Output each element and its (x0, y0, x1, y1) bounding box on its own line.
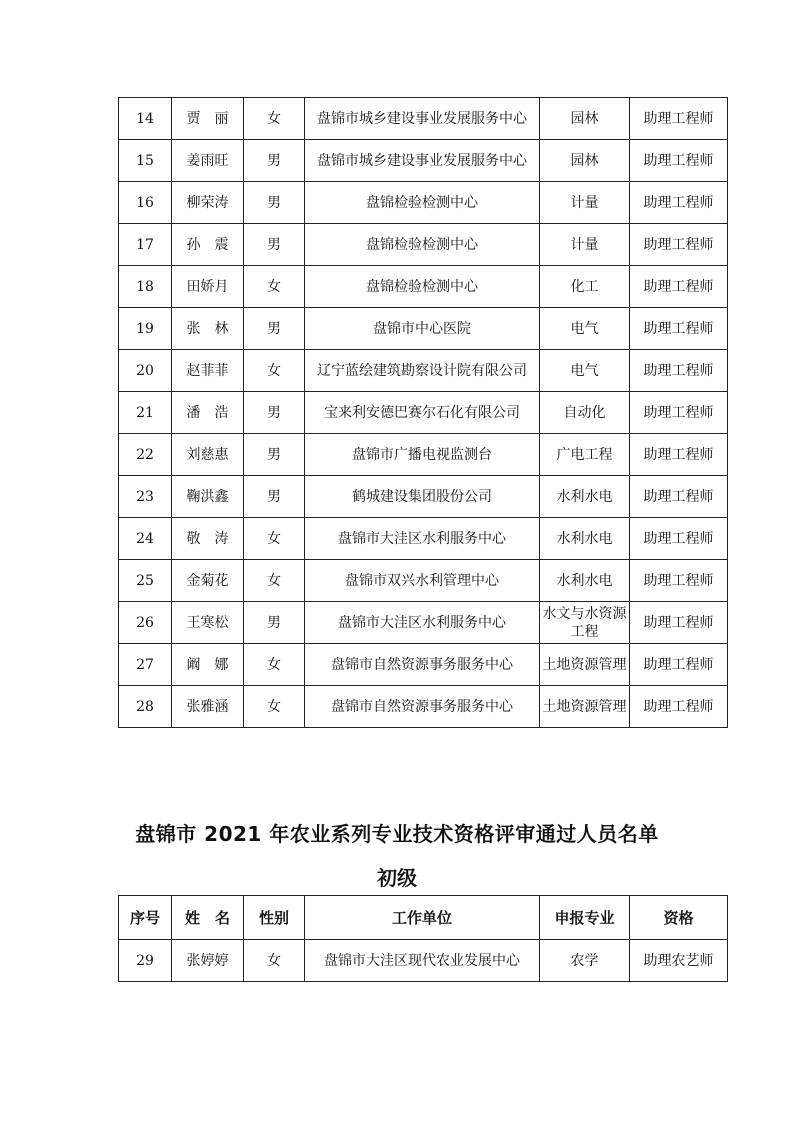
gender: 女 (244, 266, 305, 308)
header-name: 姓 名 (172, 896, 244, 940)
qualification: 助理工程师 (630, 476, 728, 518)
major: 土地资源管理 (540, 644, 630, 686)
major: 自动化 (540, 392, 630, 434)
qualification: 助理农艺师 (630, 940, 728, 982)
table-row (119, 140, 728, 182)
qualification: 助理工程师 (630, 560, 728, 602)
work-unit: 盘锦市大洼区水利服务中心 (305, 602, 540, 644)
major: 广电工程 (540, 434, 630, 476)
table-row (119, 644, 728, 686)
gender: 女 (244, 940, 305, 982)
row-number: 27 (119, 644, 172, 686)
qualification: 助理工程师 (630, 518, 728, 560)
qualification: 助理工程师 (630, 434, 728, 476)
person-name: 潘 浩 (172, 392, 244, 434)
person-name: 柳荣涛 (172, 182, 244, 224)
row-number: 15 (119, 140, 172, 182)
row-number: 21 (119, 392, 172, 434)
qualification: 助理工程师 (630, 98, 728, 140)
table-row (119, 602, 728, 644)
row-number: 29 (119, 940, 172, 982)
gender: 男 (244, 392, 305, 434)
person-name: 阚 娜 (172, 644, 244, 686)
work-unit: 盘锦市城乡建设事业发展服务中心 (305, 98, 540, 140)
gender: 女 (244, 518, 305, 560)
work-unit: 盘锦市双兴水利管理中心 (305, 560, 540, 602)
gender: 男 (244, 224, 305, 266)
table-row (119, 392, 728, 434)
table-row (119, 434, 728, 476)
section-title: 盘锦市 2021 年农业系列专业技术资格评审通过人员名单 (135, 822, 659, 846)
person-name: 贾 丽 (172, 98, 244, 140)
person-name: 张 林 (172, 308, 244, 350)
gender: 女 (244, 98, 305, 140)
major: 园林 (540, 98, 630, 140)
table-row (119, 686, 728, 728)
row-number: 25 (119, 560, 172, 602)
work-unit: 盘锦市广播电视监测台 (305, 434, 540, 476)
person-name: 赵菲菲 (172, 350, 244, 392)
qualification: 助理工程师 (630, 392, 728, 434)
qualification: 助理工程师 (630, 182, 728, 224)
table-row (119, 266, 728, 308)
work-unit: 盘锦市大洼区水利服务中心 (305, 518, 540, 560)
row-number: 19 (119, 308, 172, 350)
row-number: 23 (119, 476, 172, 518)
table-row (119, 350, 728, 392)
work-unit: 盘锦市中心医院 (305, 308, 540, 350)
row-number: 17 (119, 224, 172, 266)
major: 土地资源管理 (540, 686, 630, 728)
major: 化工 (540, 266, 630, 308)
person-name: 张婷婷 (172, 940, 244, 982)
table-row (119, 940, 728, 982)
table-row (119, 182, 728, 224)
gender: 男 (244, 434, 305, 476)
row-number: 16 (119, 182, 172, 224)
person-name: 田娇月 (172, 266, 244, 308)
qualification: 助理工程师 (630, 224, 728, 266)
qualification: 助理工程师 (630, 140, 728, 182)
qualification: 助理工程师 (630, 602, 728, 644)
gender: 男 (244, 308, 305, 350)
header-number: 序号 (119, 896, 172, 940)
major: 计量 (540, 182, 630, 224)
table-row (119, 518, 728, 560)
work-unit: 盘锦市自然资源事务服务中心 (305, 686, 540, 728)
major: 园林 (540, 140, 630, 182)
person-name: 王寒松 (172, 602, 244, 644)
row-number: 14 (119, 98, 172, 140)
table-row (119, 476, 728, 518)
person-name: 姜雨旺 (172, 140, 244, 182)
agriculture-roster-table (118, 895, 728, 982)
qualification: 助理工程师 (630, 350, 728, 392)
row-number: 26 (119, 602, 172, 644)
person-name: 张雅涵 (172, 686, 244, 728)
header-major: 申报专业 (540, 896, 630, 940)
qualification: 助理工程师 (630, 266, 728, 308)
table-row (119, 308, 728, 350)
gender: 女 (244, 350, 305, 392)
work-unit: 盘锦市自然资源事务服务中心 (305, 644, 540, 686)
work-unit: 盘锦检验检测中心 (305, 224, 540, 266)
major: 电气 (540, 308, 630, 350)
row-number: 22 (119, 434, 172, 476)
gender: 男 (244, 602, 305, 644)
major: 农学 (540, 940, 630, 982)
gender: 女 (244, 560, 305, 602)
qualification: 助理工程师 (630, 644, 728, 686)
header-gender: 性别 (244, 896, 305, 940)
gender: 男 (244, 182, 305, 224)
header-work-unit: 工作单位 (305, 896, 540, 940)
major: 水利水电 (540, 518, 630, 560)
work-unit: 鹤城建设集团股份公司 (305, 476, 540, 518)
row-number: 24 (119, 518, 172, 560)
qualification: 助理工程师 (630, 308, 728, 350)
major: 水利水电 (540, 476, 630, 518)
gender: 男 (244, 476, 305, 518)
major: 计量 (540, 224, 630, 266)
table-row (119, 560, 728, 602)
work-unit: 宝来利安德巴赛尔石化有限公司 (305, 392, 540, 434)
gender: 男 (244, 140, 305, 182)
row-number: 28 (119, 686, 172, 728)
major: 电气 (540, 350, 630, 392)
person-name: 孙 震 (172, 224, 244, 266)
person-name: 敬 涛 (172, 518, 244, 560)
engineer-roster-table (118, 97, 728, 728)
gender: 女 (244, 686, 305, 728)
table-row (119, 98, 728, 140)
person-name: 金菊花 (172, 560, 244, 602)
person-name: 鞠洪鑫 (172, 476, 244, 518)
level-heading: 初级 (377, 866, 417, 890)
table-row (119, 224, 728, 266)
qualification: 助理工程师 (630, 686, 728, 728)
major: 水利水电 (540, 560, 630, 602)
work-unit: 盘锦市城乡建设事业发展服务中心 (305, 140, 540, 182)
work-unit: 盘锦检验检测中心 (305, 266, 540, 308)
person-name: 刘慈惠 (172, 434, 244, 476)
work-unit: 盘锦检验检测中心 (305, 182, 540, 224)
work-unit: 辽宁蓝绘建筑勘察设计院有限公司 (305, 350, 540, 392)
header-qualification: 资格 (630, 896, 728, 940)
row-number: 20 (119, 350, 172, 392)
gender: 女 (244, 644, 305, 686)
work-unit: 盘锦市大洼区现代农业发展中心 (305, 940, 540, 982)
table-header-row (119, 896, 728, 940)
major: 水文与水资源工程 (540, 602, 630, 644)
row-number: 18 (119, 266, 172, 308)
